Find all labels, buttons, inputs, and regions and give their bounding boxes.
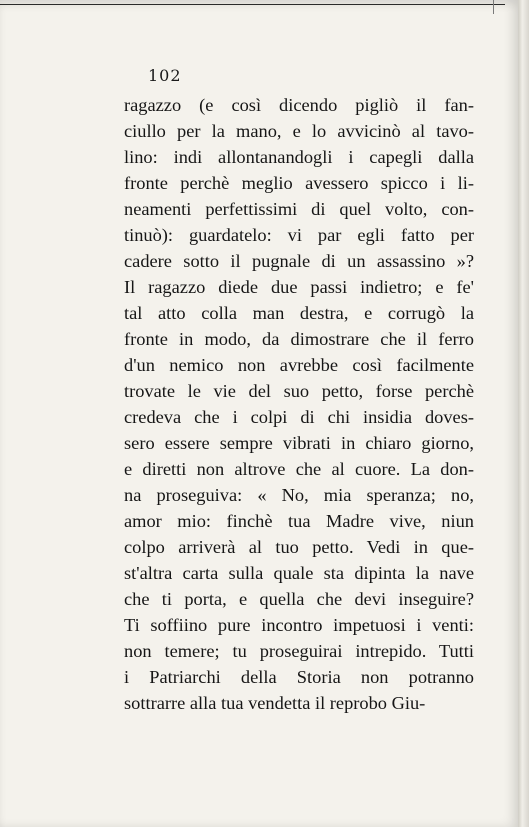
page-number: 102 bbox=[148, 66, 182, 85]
text-line: sottrarre alla tua vendetta il reprobo Giu- bbox=[124, 693, 426, 713]
page-fore-edge bbox=[518, 0, 529, 827]
text-line: ciullo per la mano, e lo avvicinò al tavo- bbox=[124, 121, 474, 141]
body-text bbox=[124, 92, 474, 716]
page-top-rule bbox=[0, 4, 505, 5]
text-line: e diretti non altrove che al cuore. La don- bbox=[124, 459, 474, 479]
text-line: Ti soffiino pure incontro impetuosi i venti: bbox=[124, 615, 474, 635]
text-line: tal atto colla man destra, e corrugò la bbox=[124, 303, 474, 323]
text-line: ragazzo (e così dicendo pigliò il fan- bbox=[124, 95, 474, 115]
text-line: fronte in modo, da dimostrare che il ferro bbox=[124, 329, 474, 349]
text-line: sero essere sempre vibrati in chiaro giorno, bbox=[124, 433, 474, 453]
text-line: i Patriarchi della Storia non potranno bbox=[124, 667, 474, 687]
text-line: na proseguiva: « No, mia speranza; no, bbox=[124, 485, 474, 505]
text-line: neamenti perfettissimi di quel volto, con- bbox=[124, 199, 474, 219]
text-line: non temere; tu proseguirai intrepido. Tutti bbox=[124, 641, 474, 661]
text-line: Il ragazzo diede due passi indietro; e fe' bbox=[124, 277, 474, 297]
text-line: credeva che i colpi di chi insidia doves- bbox=[124, 407, 474, 427]
text-line: st'altra carta sulla quale sta dipinta la nave bbox=[124, 563, 474, 583]
text-line: d'un nemico non avrebbe così facilmente bbox=[124, 355, 474, 375]
text-line: tinuò): guardatelo: vi par egli fatto per bbox=[124, 225, 474, 245]
text-line: trovate le vie del suo petto, forse perchè bbox=[124, 381, 474, 401]
text-line: colpo arriverà al tuo petto. Vedi in que- bbox=[124, 537, 474, 557]
text-line: fronte perchè meglio avessero spicco i li- bbox=[124, 173, 474, 193]
text-line: che ti porta, e quella che devi inseguire? bbox=[124, 589, 474, 609]
text-line: lino: indi allontanandogli i capegli dalla bbox=[124, 147, 474, 167]
page-edge-mark bbox=[493, 0, 516, 14]
text-line: cadere sotto il pugnale di un assassino »? bbox=[124, 251, 474, 271]
text-line: amor mio: finchè tua Madre vive, niun bbox=[124, 511, 474, 531]
